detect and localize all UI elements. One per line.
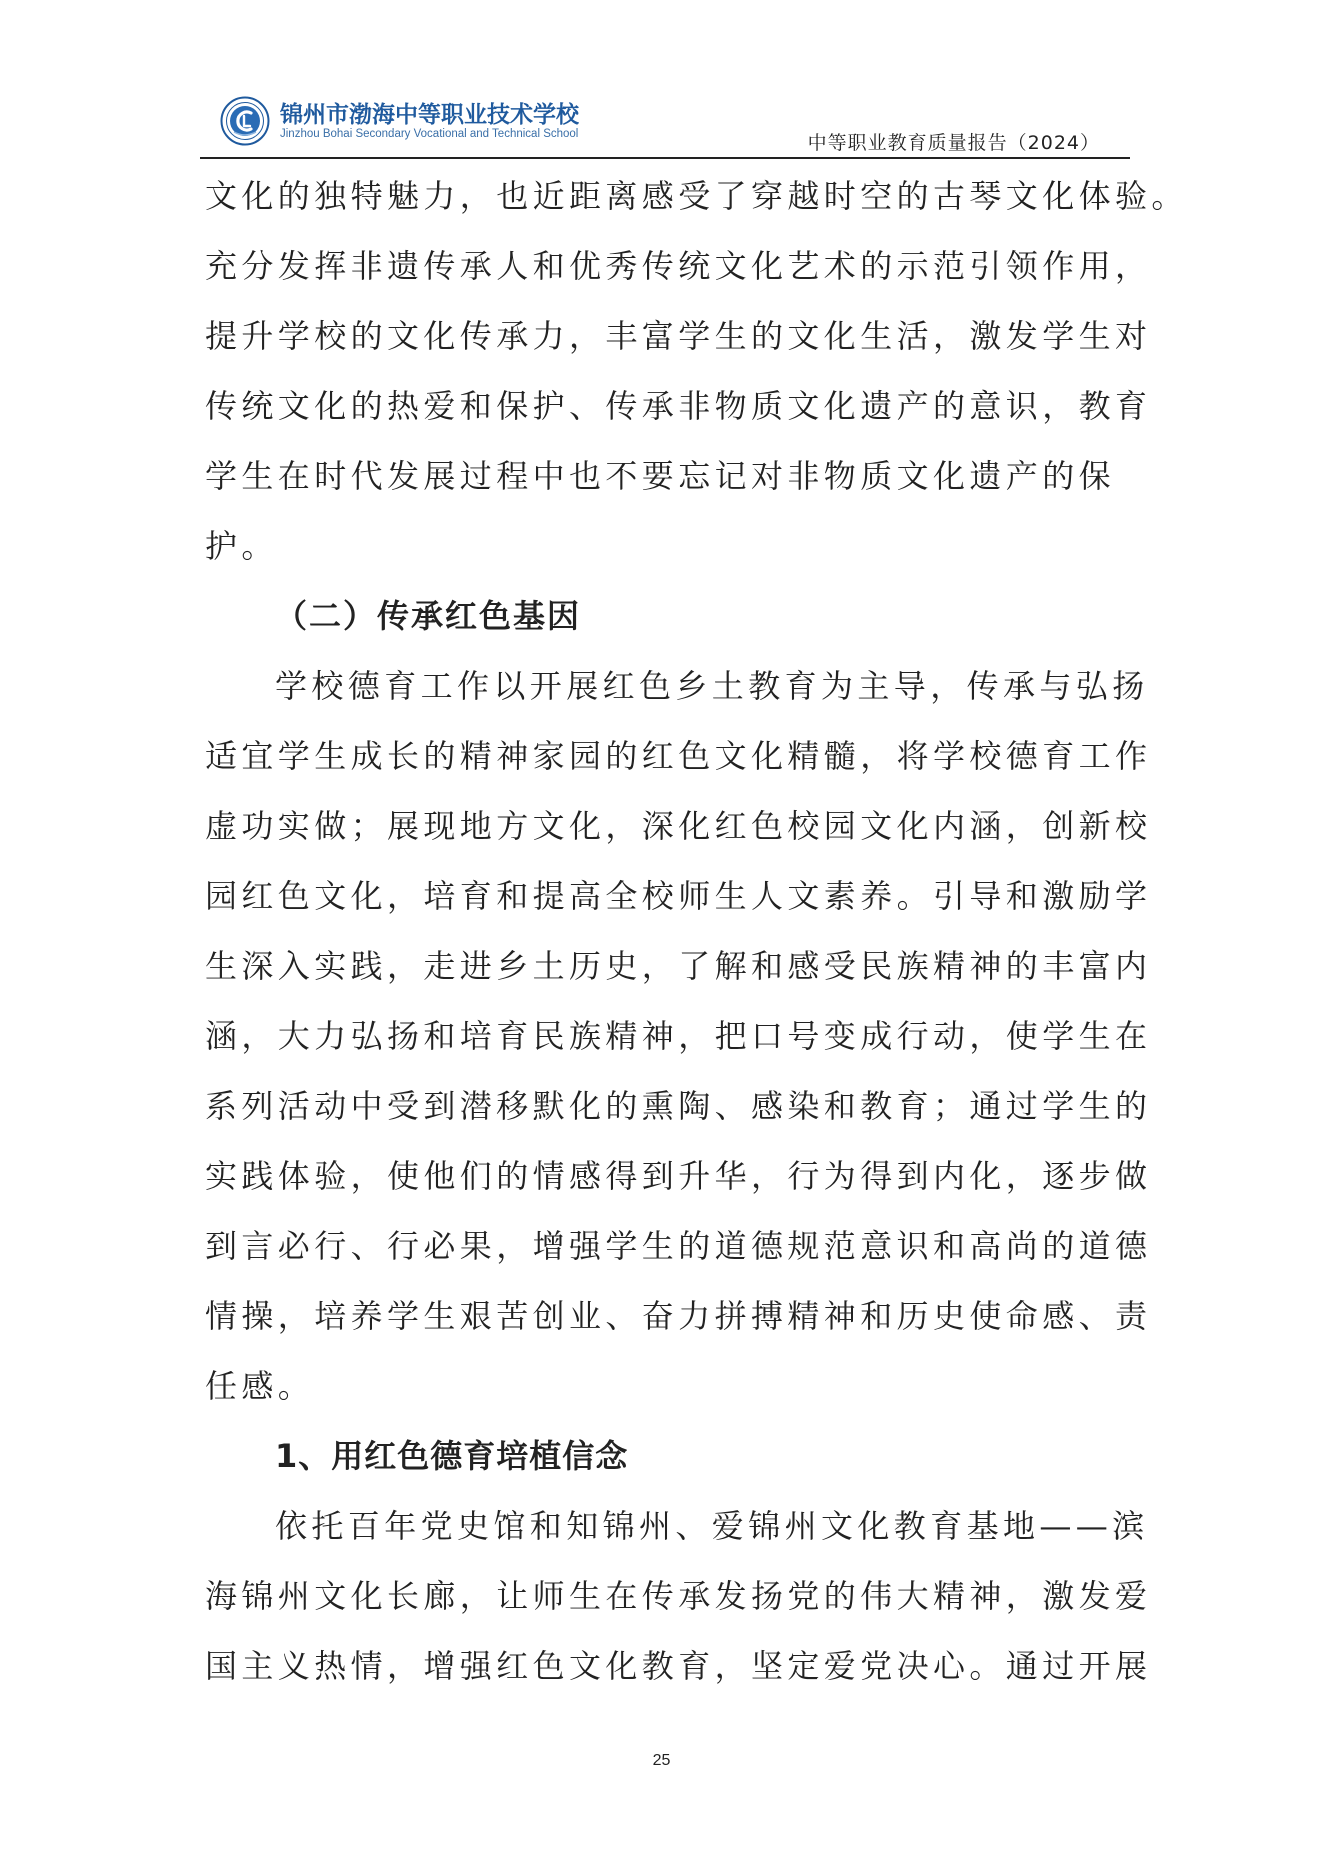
paragraph-line: 虚功实做；展现地方文化，深化红色校园文化内涵，创新校 xyxy=(205,807,1152,845)
paragraph-line: 涵，大力弘扬和培育民族精神，把口号变成行动，使学生在 xyxy=(205,1017,1152,1055)
subsection-heading: 1、用红色德育培植信念 xyxy=(275,1437,629,1475)
paragraph-line: 护。 xyxy=(205,527,278,565)
paragraph-line: 学校德育工作以开展红色乡土教育为主导，传承与弘扬 xyxy=(275,667,1149,705)
paragraph-line: 提升学校的文化传承力，丰富学生的文化生活，激发学生对 xyxy=(205,317,1152,355)
school-name-english: Jinzhou Bohai Secondary Vocational and Technical School xyxy=(280,128,579,140)
header-divider xyxy=(200,157,1130,159)
paragraph-line: 文化的独特魅力，也近距离感受了穿越时空的古琴文化体验。 xyxy=(205,177,1188,215)
paragraph-line: 系列活动中受到潜移默化的熏陶、感染和教育；通过学生的 xyxy=(205,1087,1152,1125)
report-title: 中等职业教育质量报告（2024） xyxy=(807,132,1100,154)
paragraph-line: 传统文化的热爱和保护、传承非物质文化遗产的意识，教育 xyxy=(205,387,1152,425)
school-name-chinese: 锦州市渤海中等职业技术学校 xyxy=(280,102,579,128)
section-heading: （二）传承红色基因 xyxy=(275,597,582,635)
paragraph-line: 到言必行、行必果，增强学生的道德规范意识和高尚的道德 xyxy=(205,1227,1152,1265)
paragraph-line: 任感。 xyxy=(205,1367,315,1405)
paragraph-line: 情操，培养学生艰苦创业、奋力拼搏精神和历史使命感、责 xyxy=(205,1297,1152,1335)
paragraph-line: 海锦州文化长廊，让师生在传承发扬党的伟大精神，激发爱 xyxy=(205,1577,1152,1615)
paragraph-line: 国主义热情，增强红色文化教育，坚定爱党决心。通过开展 xyxy=(205,1647,1152,1685)
document-body xyxy=(205,161,1188,1701)
paragraph-line: 学生在时代发展过程中也不要忘记对非物质文化遗产的保 xyxy=(205,457,1116,495)
paragraph-line: 实践体验，使他们的情感得到升华，行为得到内化，逐步做 xyxy=(205,1157,1152,1195)
paragraph-line: 生深入实践，走进乡土历史，了解和感受民族精神的丰富内 xyxy=(205,947,1152,985)
page-number: 25 xyxy=(652,1752,671,1769)
paragraph-line: 园红色文化，培育和提高全校师生人文素养。引导和激励学 xyxy=(205,877,1152,915)
paragraph-line: 依托百年党史馆和知锦州、爱锦州文化教育基地——滨 xyxy=(275,1507,1149,1545)
school-emblem-icon xyxy=(220,96,270,146)
page-header xyxy=(200,84,1130,156)
paragraph-line: 充分发挥非遗传承人和优秀传统文化艺术的示范引领作用， xyxy=(205,247,1152,285)
paragraph-line: 适宜学生成长的精神家园的红色文化精髓，将学校德育工作 xyxy=(205,737,1152,775)
